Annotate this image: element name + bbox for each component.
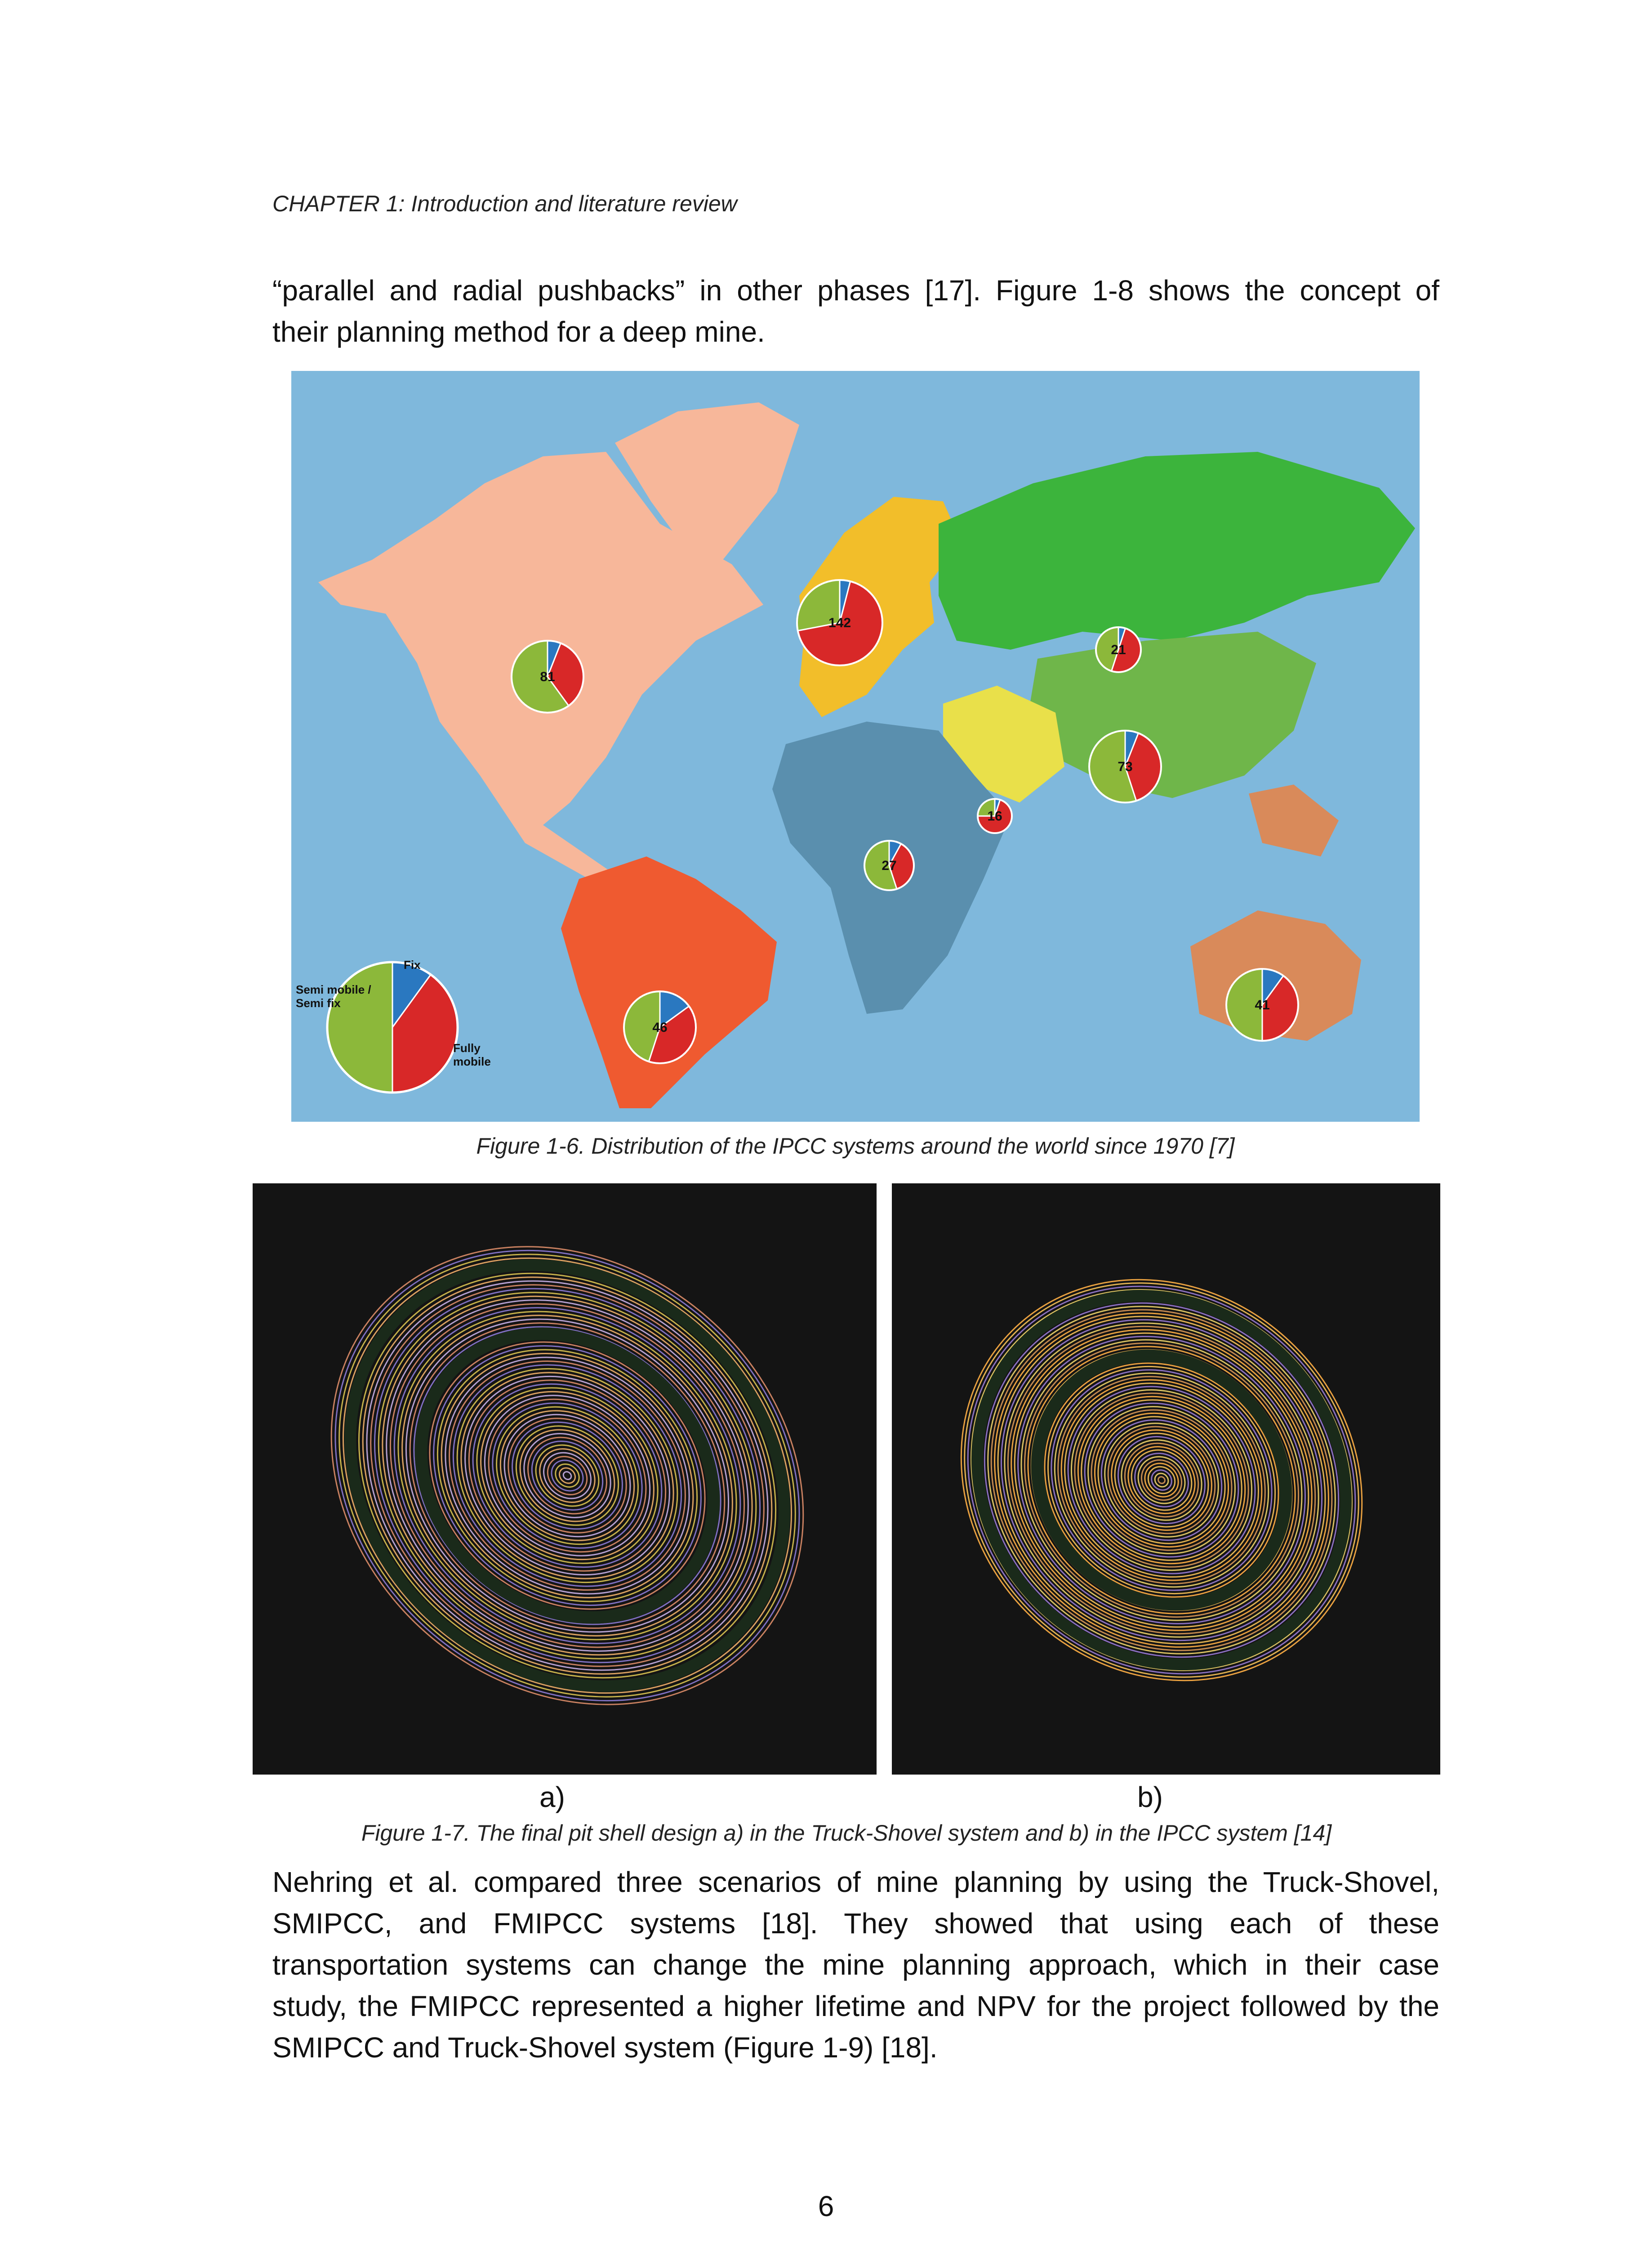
pie-count-label: 142 xyxy=(828,616,851,630)
body-line-4: study, the FMIPCC represented a higher lifetime and NPV for the project followed by the xyxy=(272,1990,1439,2022)
intro-paragraph xyxy=(272,270,1439,352)
figure-1-7-label-b: b) xyxy=(1137,1781,1163,1813)
pie-marker-asia xyxy=(1089,731,1161,803)
legend-semi-label-2: Semi fix xyxy=(296,996,341,1010)
body-line-5: SMIPCC and Truck-Shovel system (Figure 1-9) [18]. xyxy=(272,2031,938,2064)
pie-count-label: 46 xyxy=(652,1020,668,1035)
figure-1-7-label-a: a) xyxy=(539,1781,565,1813)
body-line-1: Nehring et al. compared three scenarios of mine planning by using the Truck-Shovel, xyxy=(272,1866,1439,1898)
legend-fully-label-1: Fully xyxy=(453,1041,481,1055)
legend-semi-label-1: Semi mobile / xyxy=(296,983,371,996)
body-line-2: SMIPCC, and FMIPCC systems [18]. They showed that using each of these xyxy=(272,1907,1439,1940)
pie-count-label: 16 xyxy=(987,809,1002,824)
page-number: 6 xyxy=(818,2190,834,2222)
pie-marker-russia xyxy=(1096,627,1141,672)
figure-1-7-caption: Figure 1-7. The final pit shell design a) in the Truck-Shovel system and b) in the IPCC system [14] xyxy=(361,1820,1332,1846)
pie-marker-north-america xyxy=(512,641,583,713)
pie-count-label: 81 xyxy=(540,669,555,684)
pie-marker-europe xyxy=(797,580,882,665)
intro-line-2: their planning method for a deep mine. xyxy=(272,316,765,348)
pie-count-label: 21 xyxy=(1111,642,1126,657)
figure-1-6-world-map xyxy=(291,371,1420,1122)
pie-marker-africa xyxy=(864,841,914,890)
running-header: CHAPTER 1: Introduction and literature review xyxy=(272,191,737,216)
pie-marker-australia xyxy=(1226,969,1298,1041)
body-line-3: transportation systems can change the mine planning approach, which in their case xyxy=(272,1949,1439,1981)
figure-1-7b-pit-shell xyxy=(892,1183,1440,1775)
body-paragraph xyxy=(272,1861,1439,2068)
figure-1-7a-pit-shell xyxy=(253,1183,877,1775)
pie-marker-south-america xyxy=(624,991,696,1063)
legend-fully-label-2: mobile xyxy=(453,1055,491,1068)
legend-fix-label: Fix xyxy=(404,958,421,972)
pie-count-label: 41 xyxy=(1255,998,1270,1012)
pie-marker-middle-east xyxy=(978,799,1012,833)
legend-pie xyxy=(327,962,458,1093)
pie-count-label: 27 xyxy=(882,858,897,873)
pie-count-label: 73 xyxy=(1118,759,1133,774)
intro-line-1: “parallel and radial pushbacks” in other phases [17]. Figure 1-8 shows the concept of xyxy=(272,274,1439,307)
figure-1-6-caption: Figure 1-6. Distribution of the IPCC systems around the world since 1970 [7] xyxy=(476,1133,1235,1159)
